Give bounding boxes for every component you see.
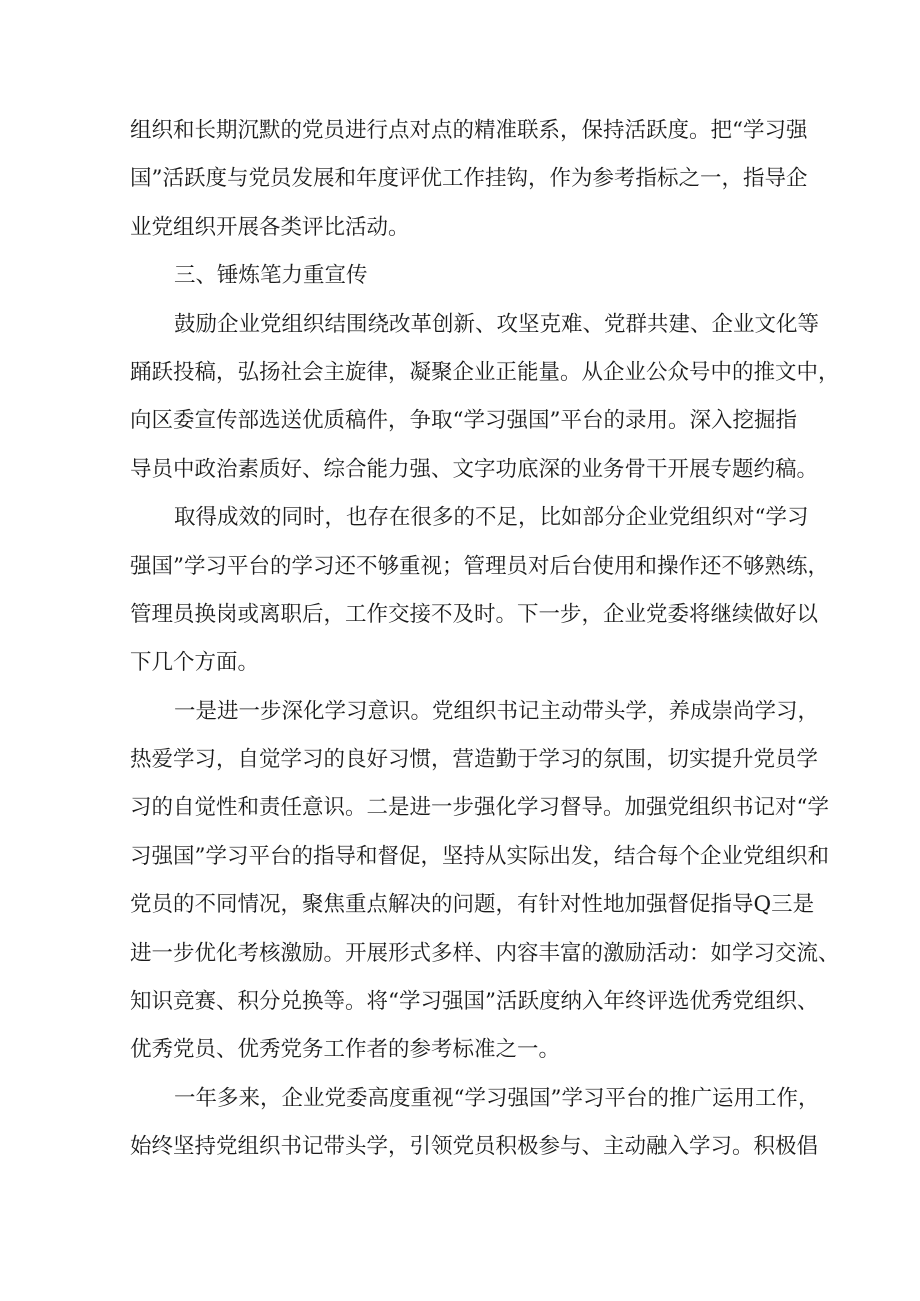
text-line: 向区委宣传部选送优质稿件，争取“学习强国”平台的录用。深入挖掘指 <box>130 408 797 434</box>
text-line: 管理员换岗或离职后，工作交接不及时。下一步，企业党委将继续做好以 <box>130 601 819 627</box>
text-line: 始终坚持党组织书记带头学，引领党员积极参与、主动融入学习。积极倡 <box>130 1134 819 1160</box>
text-line: 一年多来，企业党委高度重视“学习强国”学习平台的推广运用工作， <box>174 1085 820 1111</box>
text-line: 习强国”学习平台的指导和督促，坚持从实际出发，结合每个企业党组织和 <box>130 843 829 869</box>
text-line: 三、锤炼笔力重宣传 <box>174 263 368 289</box>
text-line: 进一步优化考核激励。开展形式多样、内容丰富的激励活动：如学习交流、 <box>130 940 840 966</box>
text-line: 业党组织开展各类评比活动。 <box>130 214 410 240</box>
text-line: 优秀党员、优秀党务工作者的参考标准之一。 <box>130 1037 561 1063</box>
text-line: 一是进一步深化学习意识。党组织书记主动带头学，养成崇尚学习， <box>174 698 820 724</box>
text-line: 导员中政治素质好、综合能力强、文字功底深的业务骨干开展专题约稿。 <box>130 456 819 482</box>
document-body <box>130 107 840 1172</box>
text-line: 踊跃投稿，弘扬社会主旋律，凝聚企业正能量。从企业公众号中的推文中， <box>130 359 840 385</box>
text-line: 党员的不同情况，聚焦重点解决的问题，有针对性地加强督促指导Q三是 <box>130 892 815 918</box>
text-line: 鼓励企业党组织结围绕改革创新、攻坚克难、党群共建、企业文化等 <box>174 311 820 337</box>
text-line: 热爱学习，自觉学习的良好习惯，营造勤于学习的氛围，切实提升党员学 <box>130 747 819 773</box>
text-line: 取得成效的同时，也存在很多的不足，比如部分企业党组织对“学习 <box>174 505 809 531</box>
text-line: 国”活跃度与党员发展和年度评优工作挂钩，作为参考指标之一，指导企 <box>130 166 808 192</box>
text-line: 组织和长期沉默的党员进行点对点的精准联系，保持活跃度。把“学习强 <box>130 118 808 143</box>
text-line: 习的自觉性和责任意识。二是进一步强化学习督导。加强党组织书记对“学 <box>130 795 829 821</box>
text-line: 下几个方面。 <box>130 650 260 676</box>
text-line: 知识竞赛、积分兑换等。将“学习强国”活跃度纳入年终评选优秀党组织、 <box>130 989 819 1015</box>
text-line: 强国”学习平台的学习还不够重视；管理员对后台使用和操作还不够熟练， <box>130 553 829 579</box>
